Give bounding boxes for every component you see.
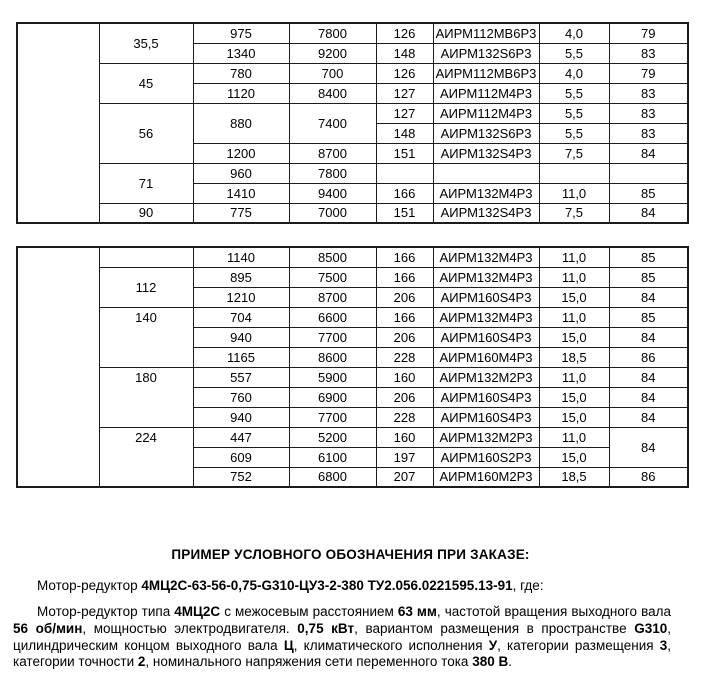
table1-cell: 151 <box>376 203 433 223</box>
table2-cell: 207 <box>376 467 433 487</box>
table2-cell: 140 <box>99 307 193 367</box>
spec-table-2 <box>16 246 689 488</box>
table1-cell: 79 <box>609 63 688 83</box>
table2-cell: 84 <box>609 327 688 347</box>
table2-cell: 5900 <box>289 367 376 387</box>
description-segment: , цилиндрическим концом выходного вала <box>13 620 671 653</box>
table1-cell: 8400 <box>289 83 376 103</box>
table2-cell: 160 <box>376 427 433 447</box>
table2-cell: 1210 <box>193 287 289 307</box>
description-segment: с межосевым расстоянием <box>220 604 398 619</box>
table2-cell: АИРМ160S4Р3 <box>433 387 539 407</box>
table1-cell <box>539 163 609 183</box>
table2-cell: 6100 <box>289 447 376 467</box>
table2-cell <box>99 247 193 267</box>
table1-cell: 126 <box>376 63 433 83</box>
table2-cell: 11,0 <box>539 267 609 287</box>
table2-cell: 11,0 <box>539 367 609 387</box>
table1-cell: 7800 <box>289 23 376 43</box>
description-segment: , категории размещения <box>497 637 660 653</box>
table1-cell: 9200 <box>289 43 376 63</box>
table2-cell: 895 <box>193 267 289 287</box>
description-segment: . <box>508 654 512 670</box>
table2-cell: 1140 <box>193 247 289 267</box>
table2-cell: 84 <box>609 407 688 427</box>
table2-cell: 752 <box>193 467 289 487</box>
table1-cell: АИРМ132S4Р3 <box>433 143 539 163</box>
table2-cell: 85 <box>609 307 688 327</box>
table2-cell: 8700 <box>289 287 376 307</box>
table1-cell: АИРМ132М4Р3 <box>433 183 539 203</box>
table2-cell: 228 <box>376 407 433 427</box>
table2-cell: АИРМ160S4Р3 <box>433 327 539 347</box>
description-segment: G310 <box>634 620 668 636</box>
table2-cell: АИРМ160М2Р3 <box>433 467 539 487</box>
table2-cell: 15,0 <box>539 447 609 467</box>
table2-cell: 609 <box>193 447 289 467</box>
table2-cell: 6600 <box>289 307 376 327</box>
description-segment: У <box>488 637 498 653</box>
description-segment: , вариантом размещения в пространстве <box>354 620 635 636</box>
description-segment: , мощностью электродвигателя. <box>82 620 298 636</box>
table2-cell: 166 <box>376 307 433 327</box>
table2-cell: 166 <box>376 247 433 267</box>
table2-cell: 11,0 <box>539 427 609 447</box>
table1-row-1 <box>17 23 688 43</box>
description-segment: , климатического исполнения <box>293 637 489 653</box>
table2-cell: 84 <box>609 427 688 467</box>
table2-cell: 940 <box>193 327 289 347</box>
table1-cell: 166 <box>376 183 433 203</box>
table1-cell: 880 <box>193 103 289 143</box>
table2-cell: 15,0 <box>539 387 609 407</box>
table2-cell: 18,5 <box>539 347 609 367</box>
table2-row-2 <box>17 267 688 287</box>
table2-cell: 84 <box>609 367 688 387</box>
table2-cell: 206 <box>376 327 433 347</box>
table2-cell: 228 <box>376 347 433 367</box>
table2-cell: 86 <box>609 467 688 487</box>
table1-cell: 960 <box>193 163 289 183</box>
table2-cell: 1165 <box>193 347 289 367</box>
table2-cell: 84 <box>609 387 688 407</box>
table2-cell: АИРМ160S2Р3 <box>433 447 539 467</box>
table2-cell: 180 <box>99 367 193 427</box>
table1-cell: АИРМ112МВ6Р3 <box>433 63 539 83</box>
table1-cell: 148 <box>376 43 433 63</box>
table1-cell: 7,5 <box>539 203 609 223</box>
table1-cell: 84 <box>609 203 688 223</box>
table1-cell: 11,0 <box>539 183 609 203</box>
order-example-heading: ПРИМЕР УСЛОВНОГО ОБОЗНАЧЕНИЯ ПРИ ЗАКАЗЕ: <box>171 547 530 562</box>
table2-cell: АИРМ132М4Р3 <box>433 247 539 267</box>
table1-cell: 7800 <box>289 163 376 183</box>
table2-cell: АИРМ160М4Р3 <box>433 347 539 367</box>
table2-cell: 6800 <box>289 467 376 487</box>
table1-cell: 1410 <box>193 183 289 203</box>
table2-cell: 7700 <box>289 327 376 347</box>
table1-cell: 83 <box>609 103 688 123</box>
table1-cell: 5,5 <box>539 123 609 143</box>
table2-cell: АИРМ132М2Р3 <box>433 367 539 387</box>
table1-cell: 35,5 <box>99 23 193 63</box>
table1-cell <box>17 23 99 223</box>
description-segment: 2 <box>137 654 146 670</box>
description-segment: 380 В <box>472 654 509 670</box>
table2-cell: АИРМ132М4Р3 <box>433 267 539 287</box>
table2-cell: АИРМ160S4Р3 <box>433 407 539 427</box>
spec-table-1-body <box>17 23 688 223</box>
order-suffix: , где: <box>512 578 544 593</box>
table1-cell: 8700 <box>289 143 376 163</box>
table2-row-7 <box>17 367 688 387</box>
table2-cell: 7700 <box>289 407 376 427</box>
table1-cell: 9400 <box>289 183 376 203</box>
table2-cell: 7500 <box>289 267 376 287</box>
table2-cell: 206 <box>376 387 433 407</box>
table2-cell: 112 <box>99 267 193 307</box>
order-example-line <box>37 578 687 593</box>
table1-cell: 56 <box>99 103 193 163</box>
table1-row-5 <box>17 103 688 123</box>
table1-cell: АИРМ112МВ6Р3 <box>433 23 539 43</box>
table2-cell: 166 <box>376 267 433 287</box>
table1-cell: 5,5 <box>539 43 609 63</box>
table1-cell: 1120 <box>193 83 289 103</box>
table1-cell: АИРМ112М4Р3 <box>433 103 539 123</box>
table1-cell: АИРМ132S6Р3 <box>433 43 539 63</box>
table2-cell: 557 <box>193 367 289 387</box>
table1-cell <box>433 163 539 183</box>
table1-cell: 5,5 <box>539 103 609 123</box>
table1-cell: 126 <box>376 23 433 43</box>
table2-cell: 15,0 <box>539 407 609 427</box>
table1-cell: 151 <box>376 143 433 163</box>
table1-cell: 7400 <box>289 103 376 143</box>
description-paragraph <box>13 604 671 671</box>
table2-cell: АИРМ132М4Р3 <box>433 307 539 327</box>
table2-cell: 18,5 <box>539 467 609 487</box>
table2-cell: 224 <box>99 427 193 487</box>
description-segment: Ц <box>283 637 294 653</box>
table1-cell: 127 <box>376 83 433 103</box>
table1-cell <box>609 163 688 183</box>
description-segment: 0,75 кВт <box>297 620 355 636</box>
table1-cell: 71 <box>99 163 193 203</box>
table1-cell: 780 <box>193 63 289 83</box>
table2-cell: 5200 <box>289 427 376 447</box>
table1-cell: 127 <box>376 103 433 123</box>
table2-cell: 11,0 <box>539 307 609 327</box>
description-segment: Мотор-редуктор типа <box>37 604 175 619</box>
table1-cell: 148 <box>376 123 433 143</box>
table1-cell: 83 <box>609 123 688 143</box>
table2-cell: 85 <box>609 247 688 267</box>
table2-cell: 160 <box>376 367 433 387</box>
table2-cell: 8600 <box>289 347 376 367</box>
table2-cell: 206 <box>376 287 433 307</box>
description-segment: , номинального напряжения сети переменного тока <box>145 654 473 670</box>
description-segment: 63 мм <box>397 604 437 619</box>
table1-cell: 4,0 <box>539 23 609 43</box>
order-designation: 4МЦ2С-63-56-0,75-G310-ЦУ3-2-380 ТУ2.056.0221595.13-91 <box>141 578 513 593</box>
table1-cell: 4,0 <box>539 63 609 83</box>
table2-cell: 85 <box>609 267 688 287</box>
table1-row-8 <box>17 163 688 183</box>
table2-cell: 760 <box>193 387 289 407</box>
table2-cell: 940 <box>193 407 289 427</box>
spec-table-1 <box>16 22 689 224</box>
table2-cell: 84 <box>609 287 688 307</box>
table1-row-10 <box>17 203 688 223</box>
order-prefix: Мотор-редуктор <box>37 578 142 593</box>
table2-row-4 <box>17 307 688 327</box>
table2-cell: АИРМ160S4Р3 <box>433 287 539 307</box>
table1-cell: АИРМ132S6Р3 <box>433 123 539 143</box>
table1-cell: 700 <box>289 63 376 83</box>
table2-cell: 447 <box>193 427 289 447</box>
table1-cell: 7,5 <box>539 143 609 163</box>
table2-cell: АИРМ132М2Р3 <box>433 427 539 447</box>
table1-cell: АИРМ132S4Р3 <box>433 203 539 223</box>
table1-cell: 45 <box>99 63 193 103</box>
table2-cell: 15,0 <box>539 327 609 347</box>
table2-cell: 6900 <box>289 387 376 407</box>
table1-row-3 <box>17 63 688 83</box>
table1-cell: 83 <box>609 83 688 103</box>
table1-cell: АИРМ112М4Р3 <box>433 83 539 103</box>
spec-table-2-body <box>17 247 688 487</box>
table2-cell: 704 <box>193 307 289 327</box>
table1-cell: 84 <box>609 143 688 163</box>
description-segment: 56 об/мин <box>13 620 83 636</box>
table1-cell: 1340 <box>193 43 289 63</box>
table1-cell: 1200 <box>193 143 289 163</box>
table2-cell: 86 <box>609 347 688 367</box>
table2-cell: 197 <box>376 447 433 467</box>
table1-cell: 90 <box>99 203 193 223</box>
table2-row-10 <box>17 427 688 447</box>
description-segment: , частотой вращения выходного вала <box>436 604 671 619</box>
table1-cell <box>376 163 433 183</box>
table1-cell: 7000 <box>289 203 376 223</box>
table2-cell <box>17 247 99 487</box>
table1-cell: 83 <box>609 43 688 63</box>
table2-cell: 15,0 <box>539 287 609 307</box>
table2-row-1 <box>17 247 688 267</box>
table1-cell: 775 <box>193 203 289 223</box>
table1-cell: 5,5 <box>539 83 609 103</box>
description-segment: , категории точности <box>13 637 672 670</box>
description-segment: 4МЦ2С <box>174 604 221 619</box>
table1-cell: 79 <box>609 23 688 43</box>
table2-cell: 8500 <box>289 247 376 267</box>
table1-cell: 975 <box>193 23 289 43</box>
table2-cell: 11,0 <box>539 247 609 267</box>
table1-cell: 85 <box>609 183 688 203</box>
description-segment: 3 <box>659 637 668 653</box>
